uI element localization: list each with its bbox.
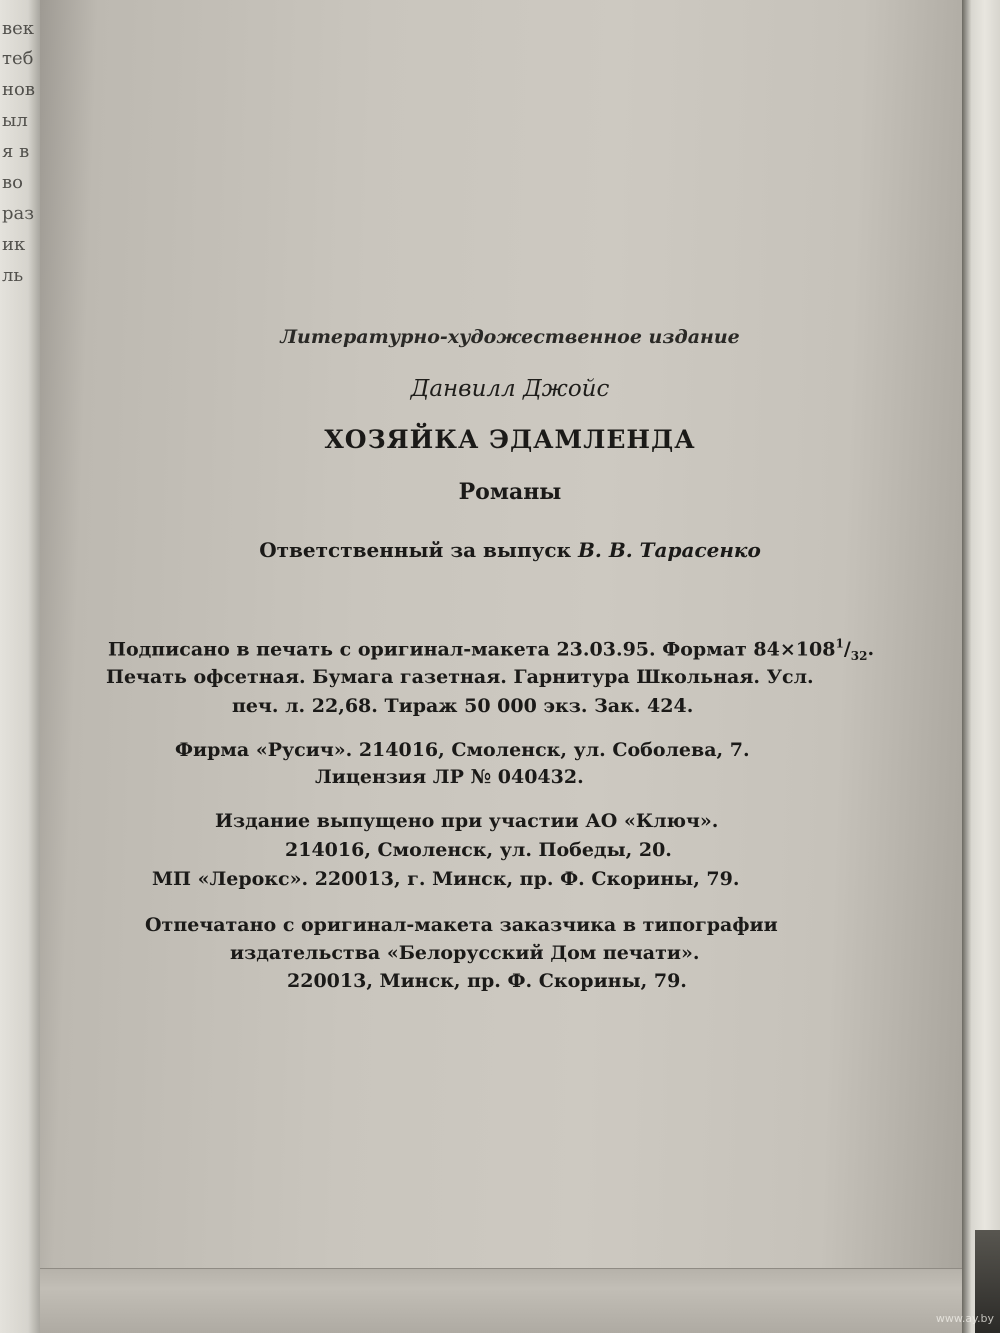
page-stack-edge bbox=[40, 1268, 962, 1333]
previous-page-edge bbox=[0, 0, 40, 1333]
author-name: Данвилл Джойс bbox=[410, 376, 610, 402]
print-info-signed: Подписано в печать с оригинал-макета 23.03.95. Формат 84×108 bbox=[108, 638, 836, 661]
participant-line-2: 214016, Смоленск, ул. Победы, 20. bbox=[285, 839, 672, 861]
prev-page-fragment: ик bbox=[2, 234, 26, 255]
participant-line-1: Издание выпущено при участии АО «Ключ». bbox=[215, 810, 719, 832]
prev-page-fragment: во bbox=[2, 172, 23, 193]
format-denominator: 32 bbox=[850, 649, 868, 664]
format-end: . bbox=[867, 638, 875, 661]
prev-page-fragment: я в bbox=[2, 141, 30, 162]
responsible-label: Ответственный за выпуск bbox=[259, 538, 572, 562]
prev-page-fragment: ль bbox=[2, 265, 24, 286]
responsible-editor-line bbox=[180, 540, 840, 560]
prev-page-fragment: теб bbox=[2, 48, 34, 69]
prev-page-fragment: век bbox=[2, 18, 35, 39]
firm-license: Лицензия ЛР № 040432. bbox=[315, 766, 584, 788]
printer-line-3: 220013, Минск, пр. Ф. Скорины, 79. bbox=[287, 970, 687, 992]
edition-type: Литературно-художественное издание bbox=[280, 326, 740, 348]
prev-page-fragment: нов bbox=[2, 79, 35, 100]
print-info-line-2: Печать офсетная. Бумага газетная. Гарнитура Школьная. Усл. bbox=[106, 666, 814, 688]
participant-line-3: МП «Лерокс». 220013, г. Минск, пр. Ф. Скорины, 79. bbox=[152, 868, 740, 890]
format-numerator: 1 bbox=[835, 637, 844, 651]
book-title: ХОЗЯЙКА ЭДАМЛЕНДА bbox=[324, 425, 696, 454]
book-cover-edge bbox=[962, 0, 1000, 1333]
printer-line-1: Отпечатано с оригинал-макета заказчика в типографии bbox=[145, 914, 778, 936]
prev-page-fragment: ыл bbox=[2, 110, 28, 131]
printer-line-2: издательства «Белорусский Дом печати». bbox=[230, 942, 700, 964]
firm-address: Фирма «Русич». 214016, Смоленск, ул. Соболева, 7. bbox=[175, 739, 750, 761]
responsible-name: В. В. Тарасенко bbox=[578, 538, 761, 562]
book-genre: Романы bbox=[458, 479, 562, 505]
watermark-text: www.ay.by bbox=[935, 1312, 994, 1325]
print-info-line-3: печ. л. 22,68. Тираж 50 000 экз. Зак. 424. bbox=[232, 695, 694, 717]
prev-page-fragment: раз bbox=[2, 203, 35, 224]
print-info-line-1: Подписано в печать с оригинал-макета 23.03.95. Формат $84\times 108^1/_{32}$. bbox=[108, 637, 875, 664]
